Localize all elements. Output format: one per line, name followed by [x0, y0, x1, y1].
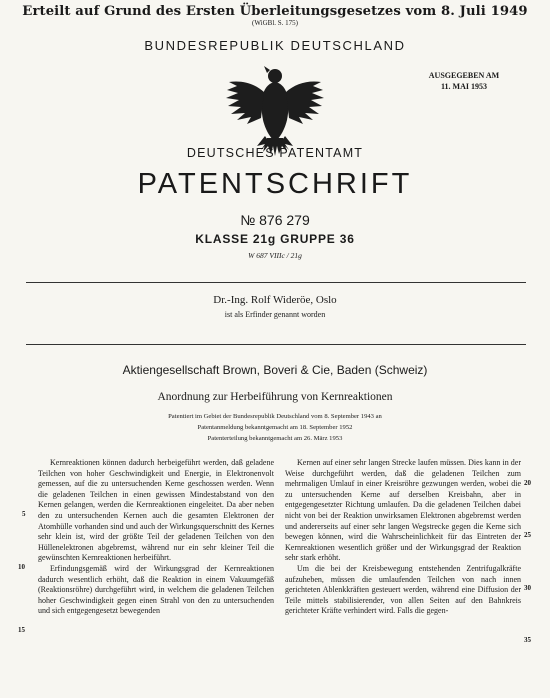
- republic-heading: BUNDESREPUBLIK DEUTSCHLAND: [144, 38, 406, 53]
- paragraph: Kernen auf einer sehr langen Strecke laufen müssen. Dies kann in der Weise durchgeführt werden, daß die geladenen Teilchen zum mehrmaligen Umlauf in einer Kreisröhre gezwungen werden, wobei die zu untersuchenden Kerne auf derselben Kreisbahn, aber in entgegengesetzter Richtung umlaufen. Da die geladenen Teilchen dabei nicht von bei der Reaktion unwirksamen Elektronen abgebremst werden und andererseits auf einer sehr langen Wegstrecke gegen die Kerne sich bewegen können, wird die Wahrscheinlichkeit für das Eintreten der Kernreaktionen wesentlich größer und der Wirkungsgrad der Reaktion sehr stark erhöht.: [285, 458, 521, 563]
- legal-line: Patentanmeldung bekanntgemacht am 18. September 1952: [197, 424, 353, 431]
- invention-title: Anordnung zur Herbeiführung von Kernreaktionen: [157, 391, 393, 403]
- paragraph: Um die bei der Kreisbewegung entstehenden Zentrifugalkräfte aufzuheben, müssen die umlaufenden Teilchen von nach innen gerichteten Ablenkkräften gesteuert werden, während eine Diffusion der Teile mittels stabilisierender, von allen Seiten auf den Bahnkreis gerichteter Kräfte verhindert wird. Falls die gegen-: [285, 563, 521, 616]
- divider: [26, 282, 526, 283]
- line-number: 15: [18, 626, 25, 634]
- class-group: KLASSE 21g GRUPPE 36: [195, 232, 355, 246]
- paragraph: Kernreaktionen können dadurch herbeigeführt werden, daß geladene Teilchen von hoher Geschwindigkeit und Energie, in Elektronenvolt gemessen, auf die zu untersuchenden Kerne geschossen werden. Wenn die geladenen Teilchen in einen gewissen Mindestabstand von den Kernen gelangen, werden die Kernreaktionen eingeleitet. Da aber neben den zu untersuchenden Kernen auch die gesamten Elektronen der Atomhülle vorhanden sind und auch der Wirkungsquerschnitt des Kernes sehr klein ist, wird der größte Teil der geladenen Teilchen von den Hüllenelektronen abgebremst, während nur ein sehr kleiner Teil die gewünschten Kernreaktionen herbeiführt.: [38, 458, 274, 563]
- legal-line: Patenterteilung bekanntgemacht am 26. März 1953: [207, 435, 343, 442]
- applicant: Aktiengesellschaft Brown, Boveri & Cie, Baden (Schweiz): [122, 363, 428, 377]
- office-heading: DEUTSCHES PATENTAMT: [186, 146, 364, 160]
- inventor-note: ist als Erfinder genannt worden: [224, 310, 326, 319]
- patent-number: № 876 279: [240, 212, 310, 228]
- document-title: PATENTSCHRIFT: [137, 168, 413, 200]
- act-note: (WiGBl. S. 175): [252, 19, 298, 27]
- inventor-name: Dr.-Ing. Rolf Wideröe, Oslo: [213, 294, 337, 306]
- act-line: Erteilt auf Grund des Ersten Überleitungsgesetzes vom 8. Juli 1949: [22, 4, 528, 19]
- line-number: 30: [524, 584, 531, 592]
- paragraph: Erfindungsgemäß wird der Wirkungsgrad der Kernreaktionen dadurch wesentlich erhöht, daß die Reaktion in einem Vakuumgefäß (Reaktionsröhre) durchgeführt wird, in welchem die geladenen Teilchen hoher Geschwindigkeit gegen einen Strahl von den zu untersuchenden und sich entgegengesetzt bewegenden: [38, 563, 274, 616]
- legal-line: Patentiert im Gebiet der Bundesrepublik Deutschland vom 8. September 1943 an: [168, 413, 382, 420]
- line-number: 5: [22, 510, 26, 518]
- line-number: 25: [524, 531, 531, 539]
- line-number: 35: [524, 636, 531, 644]
- text-column-right: [285, 458, 521, 698]
- line-number: 20: [524, 479, 531, 487]
- issued-block: [404, 70, 524, 92]
- text-column-left: [38, 458, 274, 698]
- line-number: 10: [18, 563, 25, 571]
- divider: [26, 344, 526, 345]
- issued-date: 11. MAI 1953: [441, 82, 487, 91]
- issued-label: AUSGEGEBEN AM: [428, 71, 500, 80]
- file-reference: W 687 VIIIc / 21g: [248, 251, 302, 260]
